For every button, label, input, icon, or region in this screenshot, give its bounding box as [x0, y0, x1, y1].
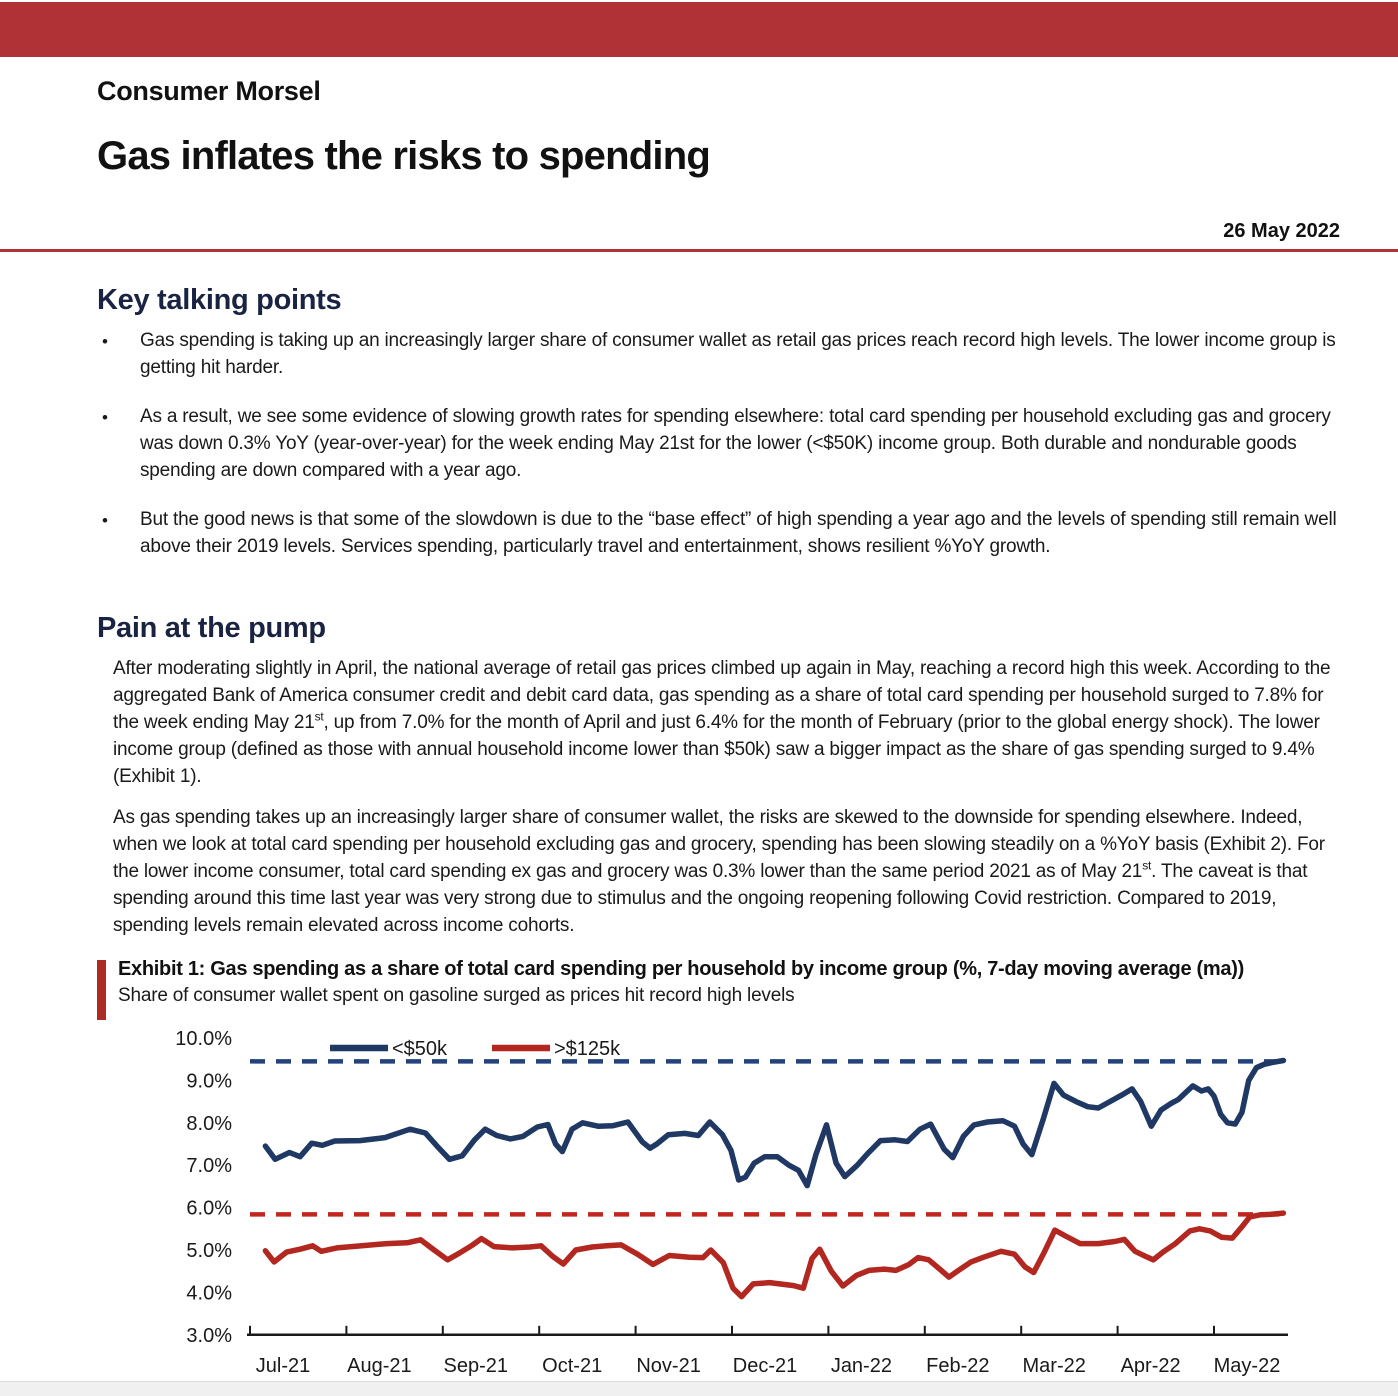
y-axis-tick-label: 8.0% — [186, 1112, 232, 1135]
header-divider — [0, 249, 1398, 252]
paragraph-text: As gas spending takes up an increasingly larger share of consumer wallet, the risks are skewed to the downside for spending elsewhere. Indeed, when we look at total card spending per household excluding gas and grocery, spending has been slowing steadily on a %YoY basis (Exhibit 2). For the lower income consumer, total card spending ex gas and grocery was 0.3% lower than the same period 2021 as of May 21 — [113, 807, 1325, 882]
paragraph — [97, 655, 1338, 790]
top-banner — [0, 2, 1398, 57]
exhibit-1-chart — [0, 1026, 1398, 1396]
x-axis-tick-label: Nov-21 — [636, 1354, 701, 1377]
bullet-text: As a result, we see some evidence of slowing growth rates for spending elsewhere: total card spending per household excluding gas and grocery was down 0.3% YoY (year-over-year) for the week ending May 21st for the lower (<$50K) income group. Both durable and nondurable goods spending are down compared with a year ago. — [140, 406, 1331, 481]
paragraph-text: . The caveat is that spending around this time last year was very strong due to stimulus and the ongoing reopening following Covid restriction. Compared to 2019, spending levels remain elevated across income cohorts. — [113, 861, 1308, 936]
x-axis-tick-label: Aug-21 — [347, 1354, 412, 1377]
y-axis-tick-label: 7.0% — [186, 1155, 232, 1178]
x-axis-tick-label: Jan-22 — [830, 1354, 892, 1377]
key-talking-points-section — [97, 284, 1338, 582]
line-chart — [0, 1026, 1398, 1396]
section-heading-key-talking-points: Key talking points — [97, 284, 342, 316]
x-axis-tick-label: Feb-22 — [926, 1354, 990, 1377]
report-kicker: Consumer Morsel — [97, 76, 321, 106]
x-axis-tick-label: Oct-21 — [542, 1354, 603, 1377]
series-line — [265, 1061, 1283, 1186]
bullet-icon: • — [102, 408, 108, 427]
x-axis-tick-label: Jul-21 — [255, 1354, 311, 1377]
y-axis-tick-label: 3.0% — [186, 1324, 232, 1347]
page-edge — [0, 1381, 1398, 1396]
list-item — [97, 327, 1338, 381]
bullet-text: Gas spending is taking up an increasingly larger share of consumer wallet as retail gas prices reach record high levels. The lower income group is getting hit harder. — [140, 330, 1336, 378]
x-axis-tick-label: Dec-21 — [732, 1354, 798, 1377]
legend-label: >$125k — [554, 1038, 621, 1060]
superscript: st — [314, 709, 324, 724]
x-axis-tick-label: May-22 — [1213, 1354, 1281, 1377]
bullet-icon: • — [102, 511, 108, 530]
y-axis-tick-label: 4.0% — [186, 1282, 232, 1305]
exhibit-title: Exhibit 1: Gas spending as a share of total card spending per household by income group (%, 7-day moving average (ma)) — [118, 958, 1244, 980]
paragraph-text: , up from 7.0% for the month of April and just 6.4% for the month of February (prior to the global energy shock). The lower income group (defined as those with annual household income lower than $50k) saw a bigger impact as the share of gas spending surged to 9.4% (Exhibit 1). — [113, 712, 1320, 787]
section-heading-pain-at-the-pump: Pain at the pump — [97, 612, 326, 644]
x-axis-tick-label: Mar-22 — [1022, 1354, 1086, 1377]
y-axis-tick-label: 9.0% — [186, 1070, 232, 1093]
paragraph — [97, 804, 1338, 939]
pain-at-the-pump-section — [97, 612, 1338, 953]
report-date: 26 May 2022 — [1223, 220, 1340, 242]
legend-label: <$50k — [392, 1038, 448, 1060]
y-axis-tick-label: 10.0% — [175, 1028, 232, 1050]
exhibit-1-header — [97, 958, 1358, 1007]
key-talking-points-list — [97, 327, 1338, 560]
bullet-text: But the good news is that some of the slowdown is due to the “base effect” of high spending a year ago and the levels of spending still remain well above their 2019 levels. Services spending, particularly travel and entertainment, shows resilient %YoY growth. — [140, 509, 1337, 557]
x-axis-tick-label: Apr-22 — [1120, 1354, 1181, 1377]
list-item — [97, 403, 1338, 484]
y-axis-tick-label: 6.0% — [186, 1197, 232, 1220]
y-axis-tick-label: 5.0% — [186, 1240, 232, 1262]
superscript: st — [1142, 858, 1152, 873]
exhibit-accent-bar — [97, 960, 106, 1020]
bullet-icon: • — [102, 332, 108, 351]
page-title: Gas inflates the risks to spending — [97, 134, 710, 178]
list-item — [97, 506, 1338, 560]
series-line — [265, 1213, 1283, 1297]
exhibit-subtitle: Share of consumer wallet spent on gasoline surged as prices hit record high levels — [118, 985, 795, 1006]
x-axis-tick-label: Sep-21 — [443, 1354, 509, 1377]
paragraph-text: After moderating slightly in April, the national average of retail gas prices climbed up again in May, reaching a record high this week. According to the aggregated Bank of America consumer credit and debit card data, gas spending as a share of total card spending per household surged to 7.8% for the week ending May 21 — [113, 658, 1331, 733]
